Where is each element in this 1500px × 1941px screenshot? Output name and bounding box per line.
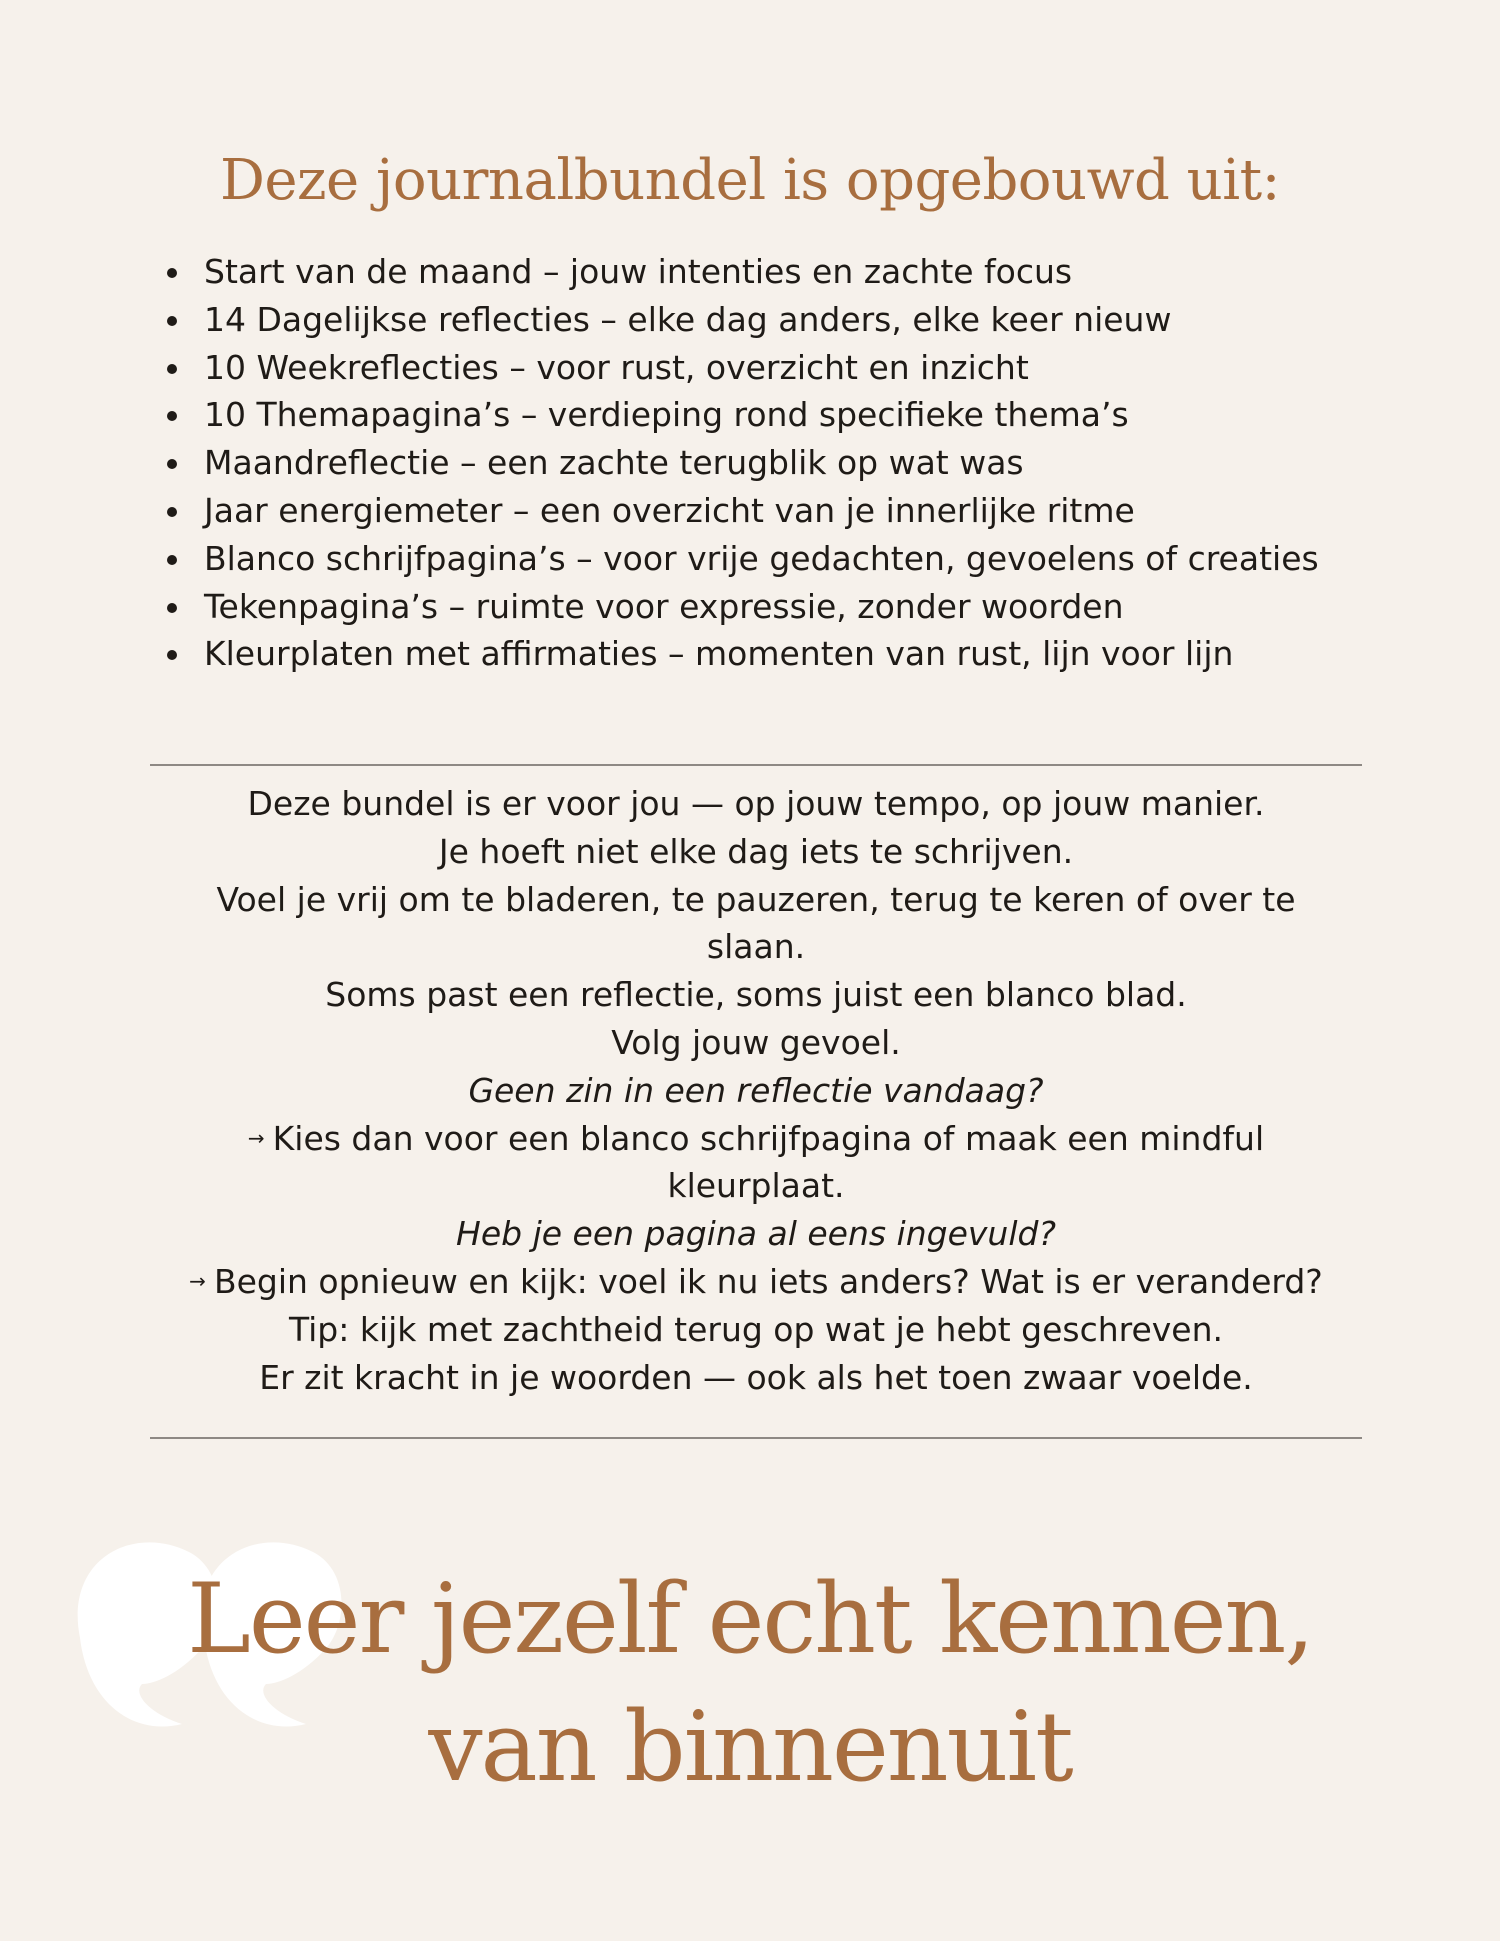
answer-1-cont: kleurplaat. [667, 1166, 845, 1206]
answer-1-text: Kies dan voor een blanco schrijfpagina of maak een mindful [272, 1118, 1265, 1158]
intro-line: slaan. [706, 927, 806, 967]
feature-list [166, 248, 1416, 678]
tagline-line-1: Leer jezelf echt kennen, [187, 1563, 1313, 1675]
tagline-line-2: van binnenuit [428, 1691, 1072, 1803]
answer-1 [150, 1115, 1362, 1163]
tip-line: Tip: kijk met zachtheid terug op wat je hebt geschreven. [288, 1309, 1224, 1349]
intro-line: Deze bundel is er voor jou — op jouw tempo, op jouw manier. [247, 784, 1265, 823]
answer-2 [150, 1258, 1362, 1306]
list-item: 14 Dagelijkse reflecties – elke dag anders, elke keer nieuw [166, 296, 1416, 344]
tagline [0, 1555, 1500, 1811]
intro-line: Je hoeft niet elke dag iets te schrijven. [438, 831, 1074, 871]
intro-line: Voel je vrij om te bladeren, te pauzeren, terug te keren of over te [216, 879, 1296, 919]
arrow-icon: → [247, 1125, 265, 1150]
question-2: Heb je een pagina al eens ingevuld? [456, 1214, 1056, 1254]
intro-text [150, 780, 1362, 1401]
page-heading: Deze journalbundel is opgebouwd uit: [220, 148, 1280, 213]
question-1: Geen zin in een reflectie vandaag? [468, 1070, 1044, 1110]
divider-bottom [150, 1437, 1362, 1439]
list-item: Jaar energiemeter – een overzicht van je innerlijke ritme [166, 487, 1416, 535]
list-item: Start van de maand – jouw intenties en zachte focus [166, 248, 1416, 296]
list-item: 10 Weekreflecties – voor rust, overzicht en inzicht [166, 344, 1416, 392]
closing-line: Er zit kracht in je woorden — ook als het toen zwaar voelde. [259, 1357, 1253, 1397]
list-item: Tekenpagina’s – ruimte voor expressie, zonder woorden [166, 583, 1416, 631]
list-item: 10 Themapagina’s – verdieping rond specifieke thema’s [166, 391, 1416, 439]
divider-top [150, 764, 1362, 766]
list-item: Blanco schrijfpagina’s – voor vrije gedachten, gevoelens of creaties [166, 535, 1416, 583]
arrow-icon: → [189, 1268, 206, 1293]
list-item: Kleurplaten met affirmaties – momenten van rust, lijn voor lijn [166, 630, 1416, 678]
intro-line: Volg jouw gevoel. [611, 1022, 901, 1062]
intro-line: Soms past een reflectie, soms juist een blanco blad. [325, 975, 1187, 1015]
answer-2-text: Begin opnieuw en kijk: voel ik nu iets anders? Wat is er veranderd? [213, 1261, 1323, 1301]
list-item: Maandreflectie – een zachte terugblik op wat was [166, 439, 1416, 487]
